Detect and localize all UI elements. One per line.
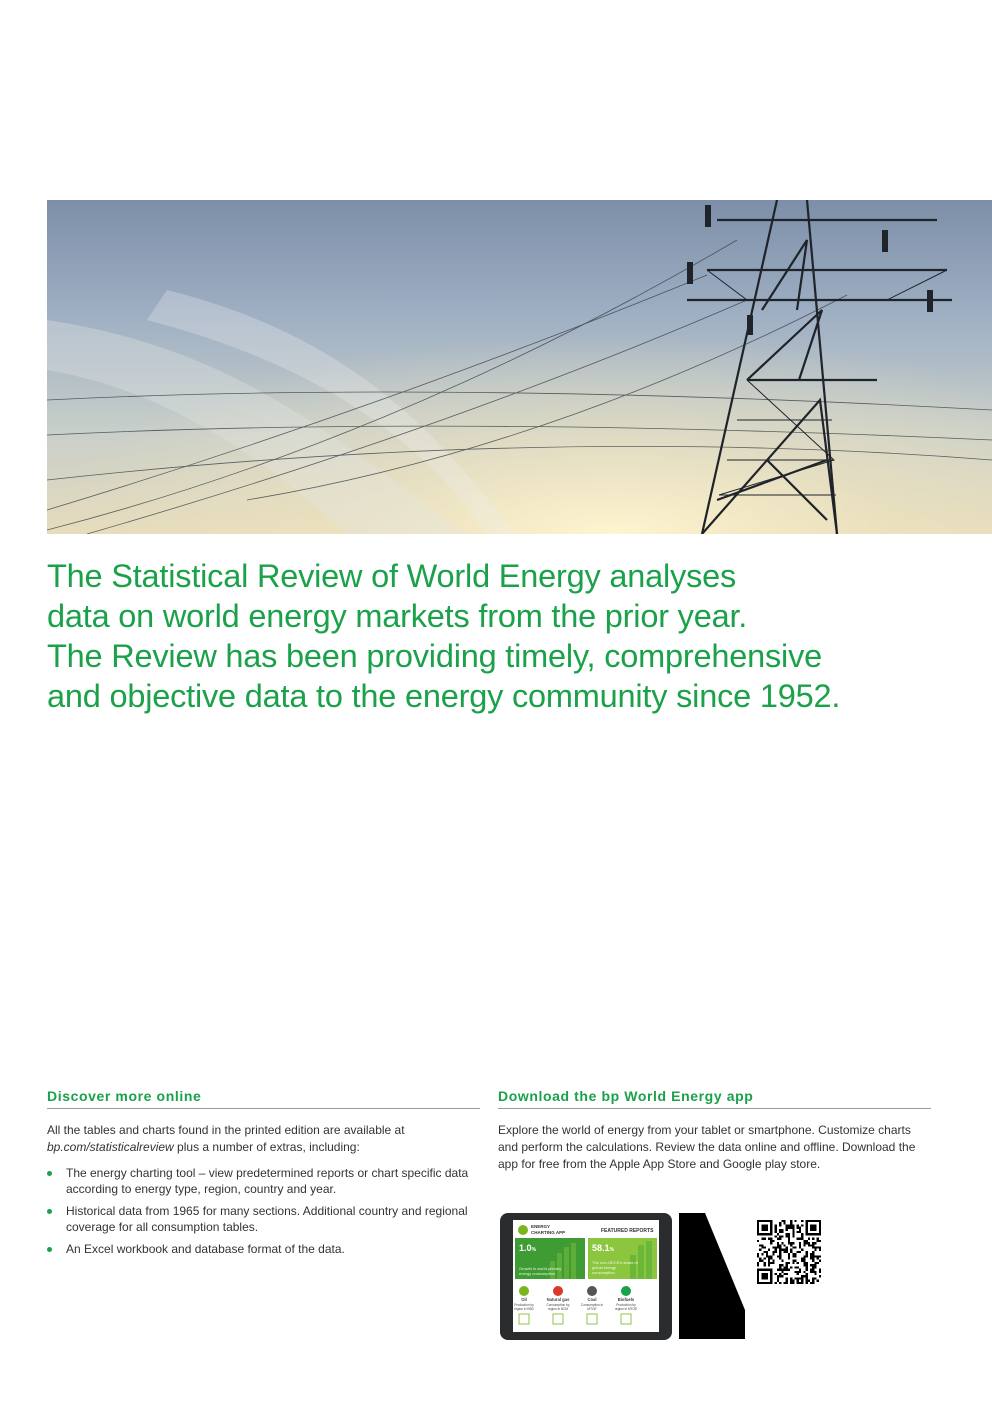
tablet-energy-icon [519,1286,529,1296]
statisticalreview-link[interactable]: bp.com/statisticalreview [47,1140,174,1154]
tablet-stat2-text-1: The non-OECD's share of [592,1260,638,1265]
tablet-energy-icon [621,1286,631,1296]
tablet-stat1-value: 1.0 [519,1243,532,1253]
tablet-app-title-2: CHARTING APP [531,1230,566,1235]
hero-photo [47,200,992,534]
list-item: An Excel workbook and database format of the data. [47,1241,480,1257]
tablet-icon-label: MTOE [587,1307,597,1311]
tablet-stat1-text-1: Growth in world primary [519,1266,562,1271]
extras-list [47,1165,480,1257]
tablet-icon-label: region in BCM [547,1307,569,1311]
list-item: The energy charting tool – view predetermined reports or chart specific data according to energy type, region, country and year. [47,1165,480,1197]
tablet-icon-label: Biofuels [617,1297,635,1302]
tablet-icon-label: region in MTOE [614,1307,638,1311]
tablet-featured-label: FEATURED REPORTS [601,1228,654,1234]
discover-heading: Discover more online [47,1088,480,1109]
list-item: Historical data from 1965 for many sections. Additional country and regional coverage for all consumption tables. [47,1203,480,1235]
tablet-icon-label: region in KBD [514,1307,534,1311]
intro-line: The Review has been providing timely, comprehensive [47,638,823,674]
intro-line: data on world energy markets from the prior year. [47,598,748,634]
device-edge-graphic [679,1213,745,1339]
tablet-energy-icon [553,1286,563,1296]
tablet-icon-label: Production by [616,1303,636,1307]
discover-section [47,1088,480,1263]
power-tower-illustration [47,200,992,534]
intro-line: The Statistical Review of World Energy analyses [47,558,737,594]
tablet-icon-label: Consumption in [580,1303,604,1307]
tablet-stat2-text-3: consumption [592,1270,615,1275]
tablet-stat1-unit: % [531,1247,536,1253]
app-section [498,1088,931,1173]
app-description: Explore the world of energy from your tablet or smartphone. Customize charts and perform the calculations. Review the data online and offline. Download the app for free from the Apple App Store and Google play store. [498,1123,916,1171]
discover-text: All the tables and charts found in the printed edition are available at [47,1123,405,1137]
tablet-icon-label: Production by [514,1303,534,1307]
app-heading: Download the bp World Energy app [498,1088,931,1109]
discover-paragraph [47,1122,480,1156]
tablet-app-title-1: ENERGY [531,1224,551,1229]
tablet-stat2-value: 58.1 [592,1243,610,1253]
tablet-icon-label: Coal [587,1297,597,1302]
tablet-stat2-unit: % [609,1247,614,1253]
tablet-stat2-text-2: global energy [592,1265,617,1270]
tablet-icon-label: Natural gas [546,1297,570,1302]
tablet-icon-label: Oil [521,1297,527,1302]
intro-statement [47,556,967,716]
intro-line: and objective data to the energy community since 1952. [47,678,841,714]
qr-code[interactable] [757,1220,821,1284]
tablet-energy-icon [587,1286,597,1296]
tablet-icon-label: Consumption by [546,1303,570,1307]
tablet-app-screenshot [500,1213,672,1340]
tablet-stat1-text-2: energy consumption [519,1271,556,1276]
discover-text-end: plus a number of extras, including: [173,1140,360,1154]
